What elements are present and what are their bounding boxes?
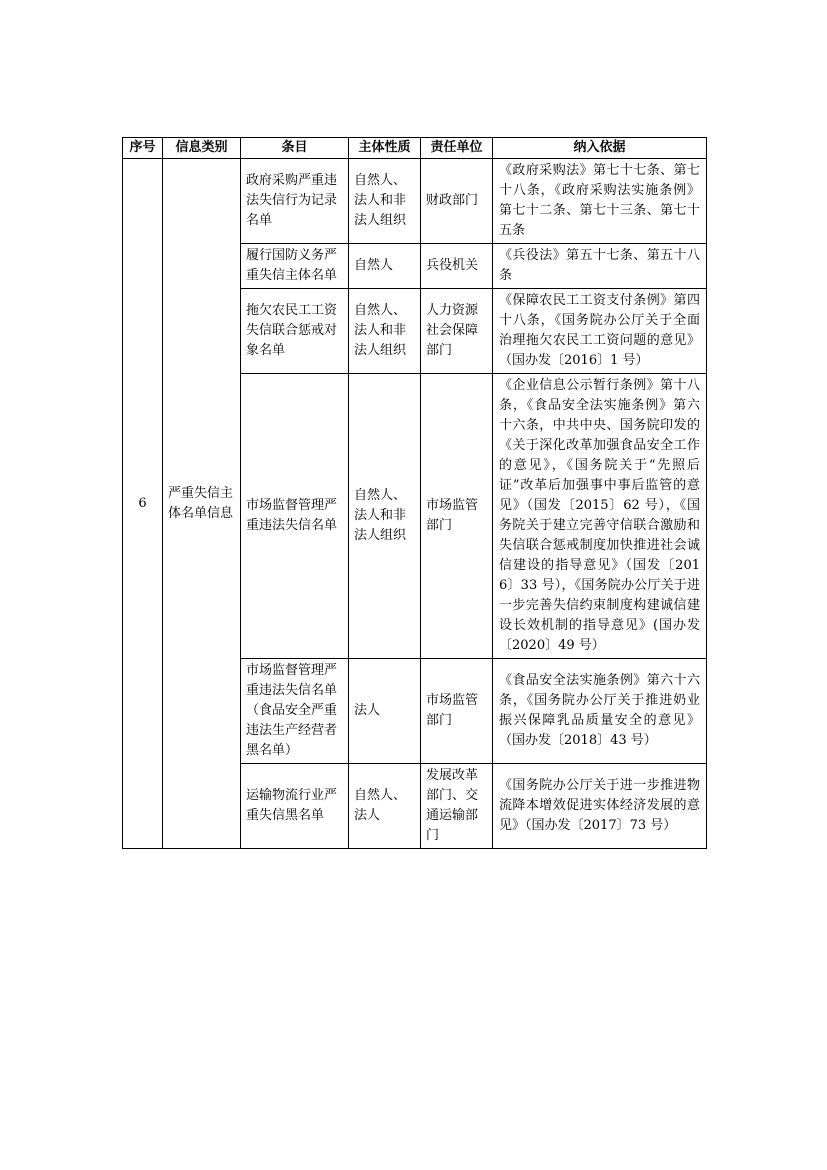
header-responsible-unit: 责任单位: [421, 138, 493, 159]
subject-cell: 自然人、法人和非法人组织: [349, 374, 421, 659]
header-item: 条目: [241, 138, 349, 159]
item-cell: 拖欠农民工工资失信联合惩戒对象名单: [241, 289, 349, 374]
serial-cell: 6: [123, 159, 163, 849]
header-category: 信息类别: [163, 138, 241, 159]
unit-cell: 人力资源社会保障部门: [421, 289, 493, 374]
unit-cell: 财政部门: [421, 159, 493, 244]
basis-cell: 《政府采购法》第七十七条、第七十八条，《政府采购法实施条例》第七十二条、第七十三条、第七十五条: [493, 159, 707, 244]
category-cell: 严重失信主体名单信息: [163, 159, 241, 849]
subject-cell: 自然人、法人: [349, 764, 421, 849]
header-subject-type: 主体性质: [349, 138, 421, 159]
table-row: [123, 159, 707, 244]
item-cell: 政府采购严重违法失信行为记录名单: [241, 159, 349, 244]
subject-cell: 自然人、法人和非法人组织: [349, 159, 421, 244]
header-basis: 纳入依据: [493, 138, 707, 159]
unit-cell: 市场监管部门: [421, 659, 493, 764]
basis-cell: 《国务院办公厅关于进一步推进物流降本增效促进实体经济发展的意见》（国办发〔2017〕73 号）: [493, 764, 707, 849]
subject-cell: 自然人: [349, 244, 421, 289]
unit-cell: 兵役机关: [421, 244, 493, 289]
unit-cell: 发展改革部门、交通运输部门: [421, 764, 493, 849]
credit-list-table: [122, 137, 707, 849]
basis-cell: 《企业信息公示暂行条例》第十八条，《食品安全法实施条例》第六十六条，中共中央、国务院印发的《关于深化改革加强食品安全工作的意见》，《国务院关于“先照后证”改革后加强事中事后监管的意见》（国发〔2015〕62 号），《国务院关于建立完善守信联合激励和失信联合惩戒制度加快推进社会诚信建设的指导意见》（国发〔2016〕33 号），《国务院办公厅关于进一步完善失信约束制度构建诚信建设长效机制的指导意见》(国办发〔2020〕49 号）: [493, 374, 707, 659]
basis-cell: 《食品安全法实施条例》第六十六条，《国务院办公厅关于推进奶业振兴保障乳品质量安全的意见》（国办发〔2018〕43 号）: [493, 659, 707, 764]
subject-cell: 法人: [349, 659, 421, 764]
unit-cell: 市场监管部门: [421, 374, 493, 659]
credit-list-table-wrapper: [122, 137, 706, 849]
basis-cell: 《保障农民工工资支付条例》第四十八条，《国务院办公厅关于全面治理拖欠农民工工资问题的意见》（国办发〔2016〕1 号）: [493, 289, 707, 374]
header-serial: 序号: [123, 138, 163, 159]
item-cell: 市场监督管理严重违法失信名单（食品安全严重违法生产经营者黑名单）: [241, 659, 349, 764]
item-cell: 市场监督管理严重违法失信名单: [241, 374, 349, 659]
table-header-row: [123, 138, 707, 159]
item-cell: 履行国防义务严重失信主体名单: [241, 244, 349, 289]
basis-cell: 《兵役法》第五十七条、第五十八条: [493, 244, 707, 289]
item-cell: 运输物流行业严重失信黑名单: [241, 764, 349, 849]
subject-cell: 自然人、法人和非法人组织: [349, 289, 421, 374]
